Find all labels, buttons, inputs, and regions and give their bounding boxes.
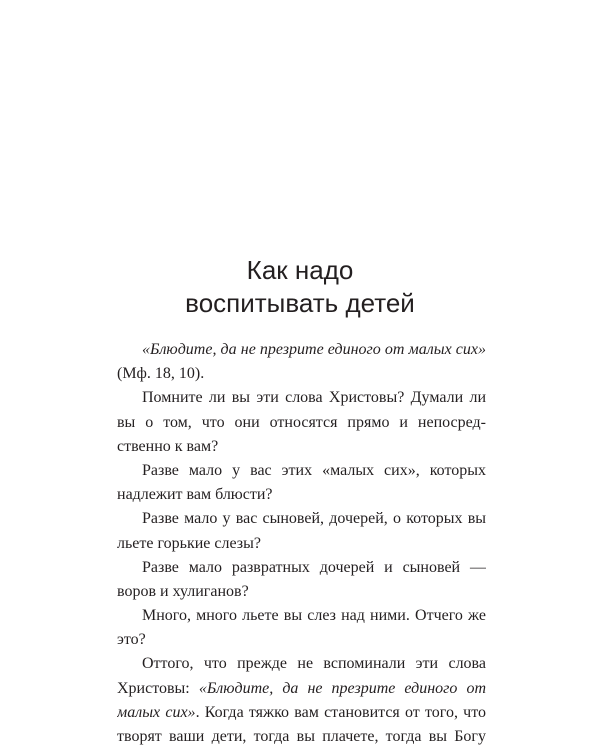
paragraph-4-line-1: Разве мало развратных дочерей и сыновей — xyxy=(142,558,486,576)
paragraph-3-line-2: льете горькие слезы? xyxy=(117,534,261,552)
paragraph-5-line-2: это? xyxy=(117,631,146,649)
chapter-title xyxy=(0,254,600,320)
paragraph-2-line-2: надлежит вам блюсти? xyxy=(117,486,273,504)
paragraph-6-line-2-text: Христовы: xyxy=(117,679,190,697)
paragraph-1-line-1: Помните ли вы эти слова Христовы? Думали ли xyxy=(142,389,486,407)
paragraph-6-line-3-text: . Когда тяжко вам становится от того, что xyxy=(195,703,486,721)
paragraph-1-line-3: ственно к вам? xyxy=(117,437,219,455)
paragraph-6-line-3-quote: малых сих» xyxy=(117,703,196,721)
chapter-text xyxy=(117,338,486,749)
paragraph-4-line-2: воров и хулиганов? xyxy=(117,582,249,600)
paragraph-6-line-1: Оттого, что прежде не вспоминали эти слова xyxy=(142,655,486,673)
paragraph-6-line-2-quote: «Блюдите, да не презрите единого от xyxy=(198,679,486,697)
chapter-title-line-2: воспитывать детей xyxy=(185,288,415,318)
paragraph-1-line-2: вы о том, что они относятся прямо и непосред- xyxy=(117,413,486,431)
paragraph-5-line-1: Много, много льете вы слез над ними. Отчего же xyxy=(142,607,486,625)
paragraph-6-line-2 xyxy=(117,677,486,701)
epigraph-reference: (Мф. 18, 10). xyxy=(117,365,205,383)
paragraph-6-line-3 xyxy=(117,701,486,725)
epigraph-quote: «Блюдите, да не презрите единого от малых сих» xyxy=(142,341,486,358)
paragraph-3-line-1: Разве мало у вас сыновей, дочерей, о которых вы xyxy=(142,510,486,528)
paragraph-6-line-4: творят ваши дети, тогда вы плачете, тогда вы Богу xyxy=(117,728,486,745)
paragraph-2-line-1: Разве мало у вас этих «малых сих», которых xyxy=(142,461,486,479)
chapter-title-line-1: Как надо xyxy=(246,255,354,285)
